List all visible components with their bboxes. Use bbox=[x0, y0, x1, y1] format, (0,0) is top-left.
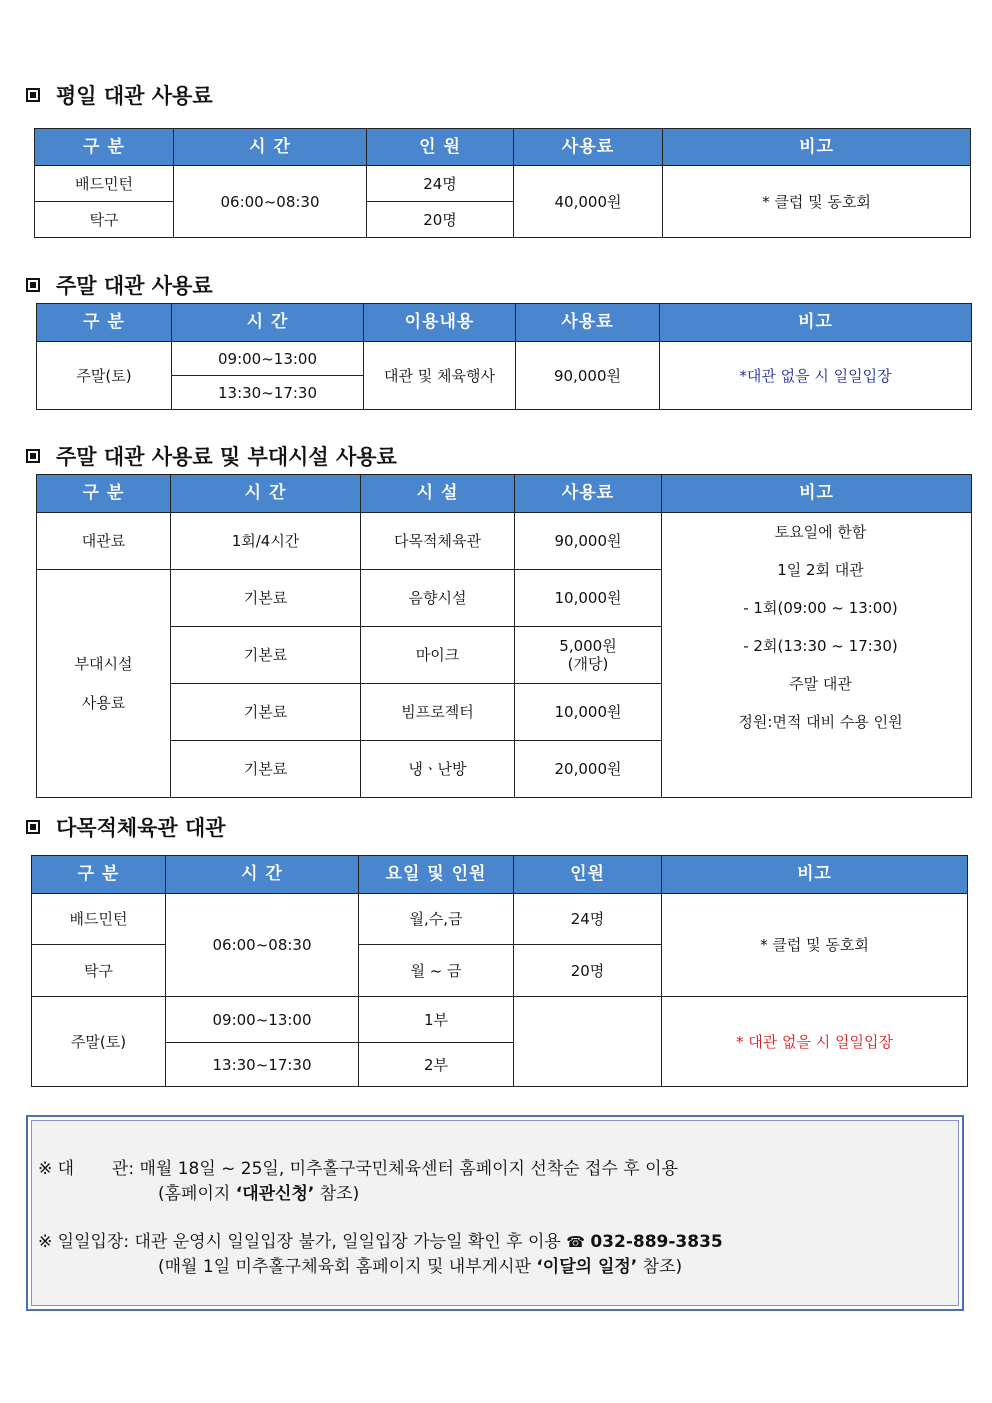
header-category: 구 분 bbox=[35, 129, 174, 166]
facility-cell: 빔프로젝터 bbox=[361, 684, 515, 741]
fee-cell: 90,000원 bbox=[515, 513, 662, 570]
section1-title-text: 평일 대관 사용료 bbox=[56, 84, 213, 108]
header-note: 비고 bbox=[662, 475, 972, 513]
note-line: - 1회(09:00 ~ 13:00) bbox=[743, 599, 898, 617]
rental-info-line bbox=[38, 1154, 678, 1179]
ref-prefix: (홈페이지 bbox=[158, 1184, 236, 1204]
square-bullet-icon bbox=[26, 88, 40, 102]
fee-cell: 10,000원 bbox=[515, 570, 662, 627]
header-time: 시 간 bbox=[172, 304, 364, 342]
header-people: 인 원 bbox=[367, 129, 514, 166]
header-fee: 사용료 bbox=[515, 475, 662, 513]
section2-title-text: 주말 대관 사용료 bbox=[56, 274, 213, 298]
square-bullet-icon bbox=[26, 449, 40, 463]
fee-value: 5,000원 bbox=[559, 637, 617, 655]
monthly-schedule-ref: ‘이달의 일정’ bbox=[536, 1257, 638, 1277]
facility-cell: 냉ㆍ난방 bbox=[361, 741, 515, 798]
sub-category-cell bbox=[37, 570, 171, 798]
header-facility: 시 설 bbox=[361, 475, 515, 513]
note-cell: * 클럽 및 동호회 bbox=[662, 894, 968, 997]
phone-icon: ☎ bbox=[566, 1233, 585, 1251]
time-cell: 13:30~17:30 bbox=[172, 376, 364, 410]
note-cell: *대관 없을 시 일일입장 bbox=[660, 342, 972, 410]
header-days: 요일 및 인원 bbox=[359, 856, 514, 894]
fee-cell: 90,000원 bbox=[516, 342, 660, 410]
people-cell: 24명 bbox=[367, 166, 514, 202]
header-category: 구 분 bbox=[37, 475, 171, 513]
notes-cell bbox=[662, 513, 972, 798]
header-time: 시 간 bbox=[171, 475, 361, 513]
time-cell: 06:00~08:30 bbox=[166, 894, 359, 997]
section3-title bbox=[26, 441, 397, 471]
header-time: 시 간 bbox=[174, 129, 367, 166]
square-bullet-icon bbox=[26, 278, 40, 292]
gym-rental-table bbox=[31, 855, 968, 1087]
note-line: 주말 대관 bbox=[789, 675, 852, 693]
sub-category-line: 부대시설 bbox=[74, 654, 133, 673]
section4-title-text: 다목적체육관 대관 bbox=[56, 816, 226, 840]
note-cell: * 클럽 및 동호회 bbox=[663, 166, 971, 238]
header-fee: 사용료 bbox=[514, 129, 663, 166]
schedule-ref-line bbox=[158, 1252, 682, 1277]
section4-title bbox=[26, 812, 226, 842]
time-cell: 13:30~17:30 bbox=[166, 1043, 359, 1087]
time-cell: 09:00~13:00 bbox=[166, 997, 359, 1043]
facility-cell: 음향시설 bbox=[361, 570, 515, 627]
facility-cell: 마이크 bbox=[361, 627, 515, 684]
header-fee: 사용료 bbox=[516, 304, 660, 342]
time-cell: 기본료 bbox=[171, 741, 361, 798]
days-cell: 월,수,금 bbox=[359, 894, 514, 945]
empty-cell bbox=[514, 997, 662, 1087]
rental-apply-ref: ‘대관신청’ bbox=[235, 1184, 315, 1204]
category-cell: 주말(토) bbox=[32, 997, 166, 1087]
daily-entry-label: ※ 일일입장: bbox=[38, 1232, 130, 1252]
fee-cell: 20,000원 bbox=[515, 741, 662, 798]
people-cell: 20명 bbox=[514, 945, 662, 997]
ref-suffix: 참조) bbox=[314, 1184, 360, 1204]
category-cell: 탁구 bbox=[32, 945, 166, 997]
category-cell: 배드민턴 bbox=[32, 894, 166, 945]
fee-unit-note: (개당) bbox=[567, 655, 609, 673]
header-note: 비고 bbox=[660, 304, 972, 342]
rental-label: ※ 대 관: bbox=[38, 1159, 135, 1179]
square-bullet-icon bbox=[26, 820, 40, 834]
note-line: 정원:면적 대비 수용 인원 bbox=[738, 713, 903, 731]
people-cell: 24명 bbox=[514, 894, 662, 945]
header-note: 비고 bbox=[663, 129, 971, 166]
table-row bbox=[37, 513, 972, 570]
weekend-fee-table bbox=[36, 303, 972, 410]
fee-cell bbox=[515, 627, 662, 684]
table-row bbox=[35, 166, 971, 202]
content-cell: 대관 및 체육행사 bbox=[364, 342, 516, 410]
category-cell: 탁구 bbox=[35, 202, 174, 238]
ref-suffix: 참조) bbox=[637, 1257, 683, 1277]
category-cell: 주말(토) bbox=[37, 342, 172, 410]
rental-text: 매월 18일 ~ 25일, 미추홀구국민체육센터 홈페이지 선착순 접수 후 이용 bbox=[134, 1159, 678, 1179]
section2-title bbox=[26, 270, 213, 300]
phone-number: 032-889-3835 bbox=[590, 1232, 723, 1252]
header-note: 비고 bbox=[662, 856, 968, 894]
category-cell: 대관료 bbox=[37, 513, 171, 570]
time-cell: 09:00~13:00 bbox=[172, 342, 364, 376]
daily-entry-text: 대관 운영시 일일입장 불가, 일일입장 가능일 확인 후 이용 bbox=[129, 1232, 567, 1252]
time-cell: 기본료 bbox=[171, 684, 361, 741]
daily-entry-line bbox=[38, 1227, 723, 1252]
note-line: 1일 2회 대관 bbox=[777, 561, 864, 579]
header-category: 구 분 bbox=[37, 304, 172, 342]
time-cell: 1회/4시간 bbox=[171, 513, 361, 570]
weekday-fee-table bbox=[34, 128, 971, 238]
header-time: 시 간 bbox=[166, 856, 359, 894]
rental-ref-line bbox=[158, 1179, 359, 1204]
time-cell: 기본료 bbox=[171, 570, 361, 627]
info-box bbox=[26, 1115, 964, 1311]
sub-category-line: 사용료 bbox=[81, 693, 126, 712]
time-cell: 06:00~08:30 bbox=[174, 166, 367, 238]
fee-cell: 40,000원 bbox=[514, 166, 663, 238]
section3-title-text: 주말 대관 사용료 및 부대시설 사용료 bbox=[56, 445, 397, 469]
facility-fee-table bbox=[36, 474, 972, 798]
days-cell: 월 ~ 금 bbox=[359, 945, 514, 997]
header-people: 인원 bbox=[514, 856, 662, 894]
part-cell: 1부 bbox=[359, 997, 514, 1043]
category-cell: 배드민턴 bbox=[35, 166, 174, 202]
part-cell: 2부 bbox=[359, 1043, 514, 1087]
note-line: 토요일에 한함 bbox=[774, 523, 867, 541]
ref-prefix: (매월 1일 미추홀구체육회 홈페이지 및 내부게시판 bbox=[158, 1257, 537, 1277]
facility-cell: 다목적체육관 bbox=[361, 513, 515, 570]
table-row bbox=[32, 997, 968, 1043]
people-cell: 20명 bbox=[367, 202, 514, 238]
note-cell: * 대관 없을 시 일일입장 bbox=[662, 997, 968, 1087]
header-category: 구 분 bbox=[32, 856, 166, 894]
section1-title bbox=[26, 80, 213, 110]
header-content: 이용내용 bbox=[364, 304, 516, 342]
table-row bbox=[37, 342, 972, 376]
table-row bbox=[32, 894, 968, 945]
time-cell: 기본료 bbox=[171, 627, 361, 684]
note-line: - 2회(13:30 ~ 17:30) bbox=[743, 637, 898, 655]
fee-cell: 10,000원 bbox=[515, 684, 662, 741]
